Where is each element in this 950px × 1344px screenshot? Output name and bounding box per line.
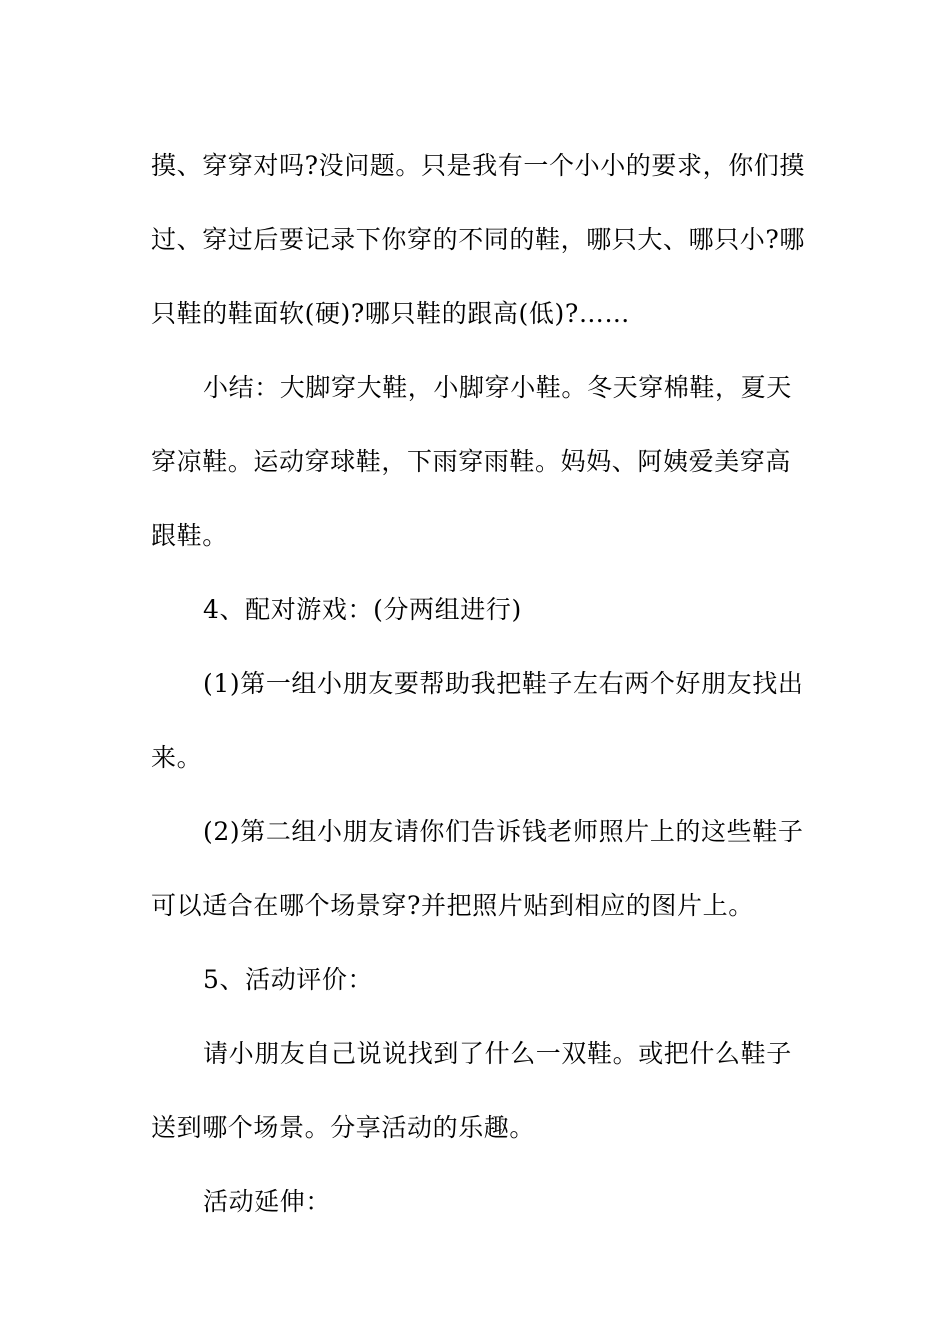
paragraph-evaluation-heading: 5、活动评价： bbox=[203, 965, 374, 994]
paragraph-group-two: (2)第二组小朋友请你们告诉钱老师照片上的这些鞋子可以适合在哪个场景穿?并把照片贴到相应的图片上。 bbox=[151, 817, 804, 920]
paragraph-group-one: (1)第一组小朋友要帮助我把鞋子左右两个好朋友找出来。 bbox=[151, 669, 804, 772]
paragraph-matching-game-heading: 4、配对游戏：(分两组进行) bbox=[203, 595, 522, 624]
document-body bbox=[151, 129, 806, 1239]
paragraph-continuation: 摸、穿穿对吗?没问题。只是我有一个小小的要求，你们摸过、穿过后要记录下你穿的不同的鞋，哪只大、哪只小?哪只鞋的鞋面软(硬)?哪只鞋的跟高(低)?…… bbox=[151, 151, 806, 328]
paragraph-extension-heading: 活动延伸： bbox=[203, 1187, 332, 1216]
paragraph-summary: 小结：大脚穿大鞋，小脚穿小鞋。冬天穿棉鞋，夏天穿凉鞋。运动穿球鞋，下雨穿雨鞋。妈妈、阿姨爱美穿高跟鞋。 bbox=[151, 373, 792, 550]
paragraph-evaluation: 请小朋友自己说说找到了什么一双鞋。或把什么鞋子送到哪个场景。分享活动的乐趣。 bbox=[151, 1039, 792, 1142]
